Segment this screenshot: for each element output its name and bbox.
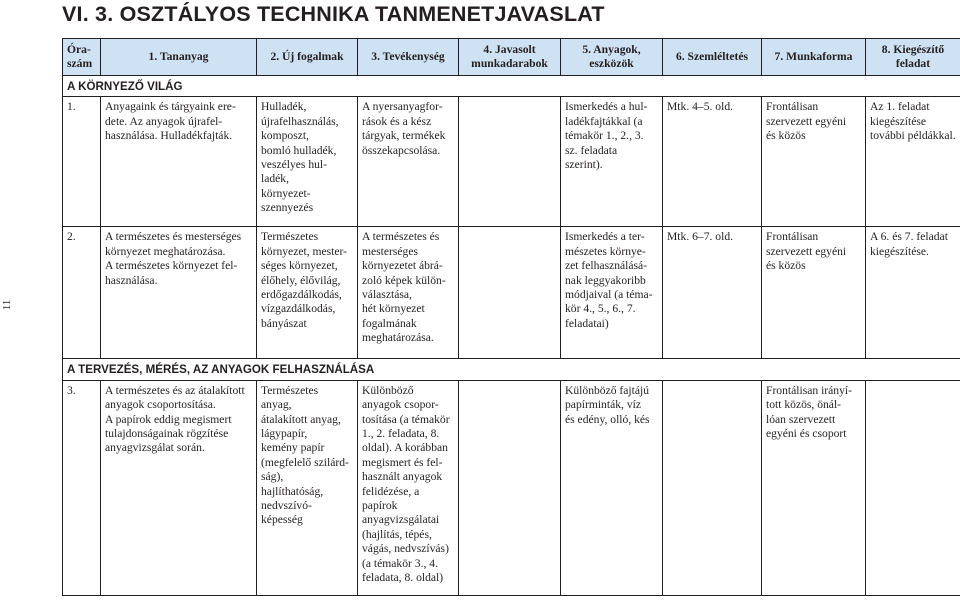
header-cell: Óra- szám [63, 39, 101, 76]
header-cell: 2. Új fogalmak [257, 39, 358, 76]
cell-munkaforma: Frontálisan szervezett egyéni és közös [762, 227, 866, 359]
cell-szemleltetes [663, 380, 762, 595]
header-cell: 1. Tananyag [101, 39, 257, 76]
cell-kiegeszito: A 6. és 7. feladat kiegészítése. [866, 227, 960, 359]
section-row [63, 359, 960, 380]
header-cell: 7. Munkaforma [762, 39, 866, 76]
cell-szemleltetes: Mtk. 6–7. old. [663, 227, 762, 359]
cell-fogalmak: Természetes környezet, mester- séges környezet, élőhely, élővilág, erdőgazdálkodás, vízgazdálkodás, bányászat [257, 227, 358, 359]
cell-kiegeszito [866, 380, 960, 595]
cell-tevekenyseg: A természetes és mesterséges környezetet ábrá- zoló képek külön- választása, hét környezet fogalmának meghatározása. [358, 227, 459, 359]
section-row [63, 76, 960, 97]
cell-anyagok: Különböző fajtájú papírminták, víz és edény, olló, kés [561, 380, 663, 595]
cell-munkaforma: Frontálisan irányí- tott közös, önál- lóan szervezett egyéni és csoport [762, 380, 866, 595]
cell-fogalmak: Hulladék, újrafelhasználás, komposzt, bomló hulladék, veszélyes hul- ladék, környezet- szennyezés [257, 97, 358, 227]
cell-anyagok: Ismerkedés a ter- mészetes környe- zet felhasználásá- nak leggyakoribb módjaival (a téma- kör 4., 5., 6., 7. feladatai) [561, 227, 663, 359]
header-cell: 5. Anyagok, eszközök [561, 39, 663, 76]
cell-tevekenyseg: A nyersanyagfor- rások és a kész tárgyak, termékek összekapcsolása. [358, 97, 459, 227]
curriculum-table [62, 38, 960, 596]
cell-tevekenyseg: Különböző anyagok csopor- tosítása (a témakör 1., 2. feladata, 8. oldal). A korábban megismert és fel- használt anyagok felidézése, a papírok anyagvizsgálatai (hajlítás, tépés, vágás, nedvszívás) (a témakör 3., 4. feladata, 8. oldal) [358, 380, 459, 595]
document-title: VI. 3. OSZTÁLYOS TECHNIKA TANMENETJAVASLAT [62, 2, 605, 26]
cell-kiegeszito: Az 1. feladat kiegészítése további példákkal. [866, 97, 960, 227]
table-row [63, 227, 960, 359]
table-header-row [63, 39, 960, 76]
lesson-number: 2. [63, 227, 101, 359]
header-cell: 6. Szemléltetés [663, 39, 762, 76]
cell-munkadarabok [459, 227, 561, 359]
cell-tananyag: A természetes és az átalakított anyagok csoportosítása. A papírok eddig megismert tulajdonságainak rögzítése anyagvizsgálat során. [101, 380, 257, 595]
lesson-number: 1. [63, 97, 101, 227]
cell-fogalmak: Természetes anyag, átalakított anyag, lágypapír, kemény papír (megfelelő szilárd- ság), hajlíthatóság, nedvszívó- képesség [257, 380, 358, 595]
header-cell: 4. Javasolt munkadarabok [459, 39, 561, 76]
section-title: A KÖRNYEZŐ VILÁG [63, 76, 960, 97]
cell-munkaforma: Frontálisan szervezett egyéni és közös [762, 97, 866, 227]
cell-tananyag: A természetes és mesterséges környezet meghatározása. A természetes környezet fel- használása. [101, 227, 257, 359]
lesson-number: 3. [63, 380, 101, 595]
table-row [63, 380, 960, 595]
page-number: 11 [1, 299, 13, 311]
cell-munkadarabok [459, 380, 561, 595]
cell-tananyag: Anyagaink és tárgyaink ere- dete. Az anyagok újrafel- használása. Hulladékfajták. [101, 97, 257, 227]
cell-szemleltetes: Mtk. 4–5. old. [663, 97, 762, 227]
header-cell: 3. Tevékenység [358, 39, 459, 76]
table-row [63, 97, 960, 227]
cell-munkadarabok [459, 97, 561, 227]
cell-anyagok: Ismerkedés a hul- ladékfajtákkal (a témakör 1., 2., 3. sz. feladata szerint). [561, 97, 663, 227]
section-title: A TERVEZÉS, MÉRÉS, AZ ANYAGOK FELHASZNÁLÁSA [63, 359, 960, 380]
header-cell: 8. Kiegészítő feladat [866, 39, 960, 76]
